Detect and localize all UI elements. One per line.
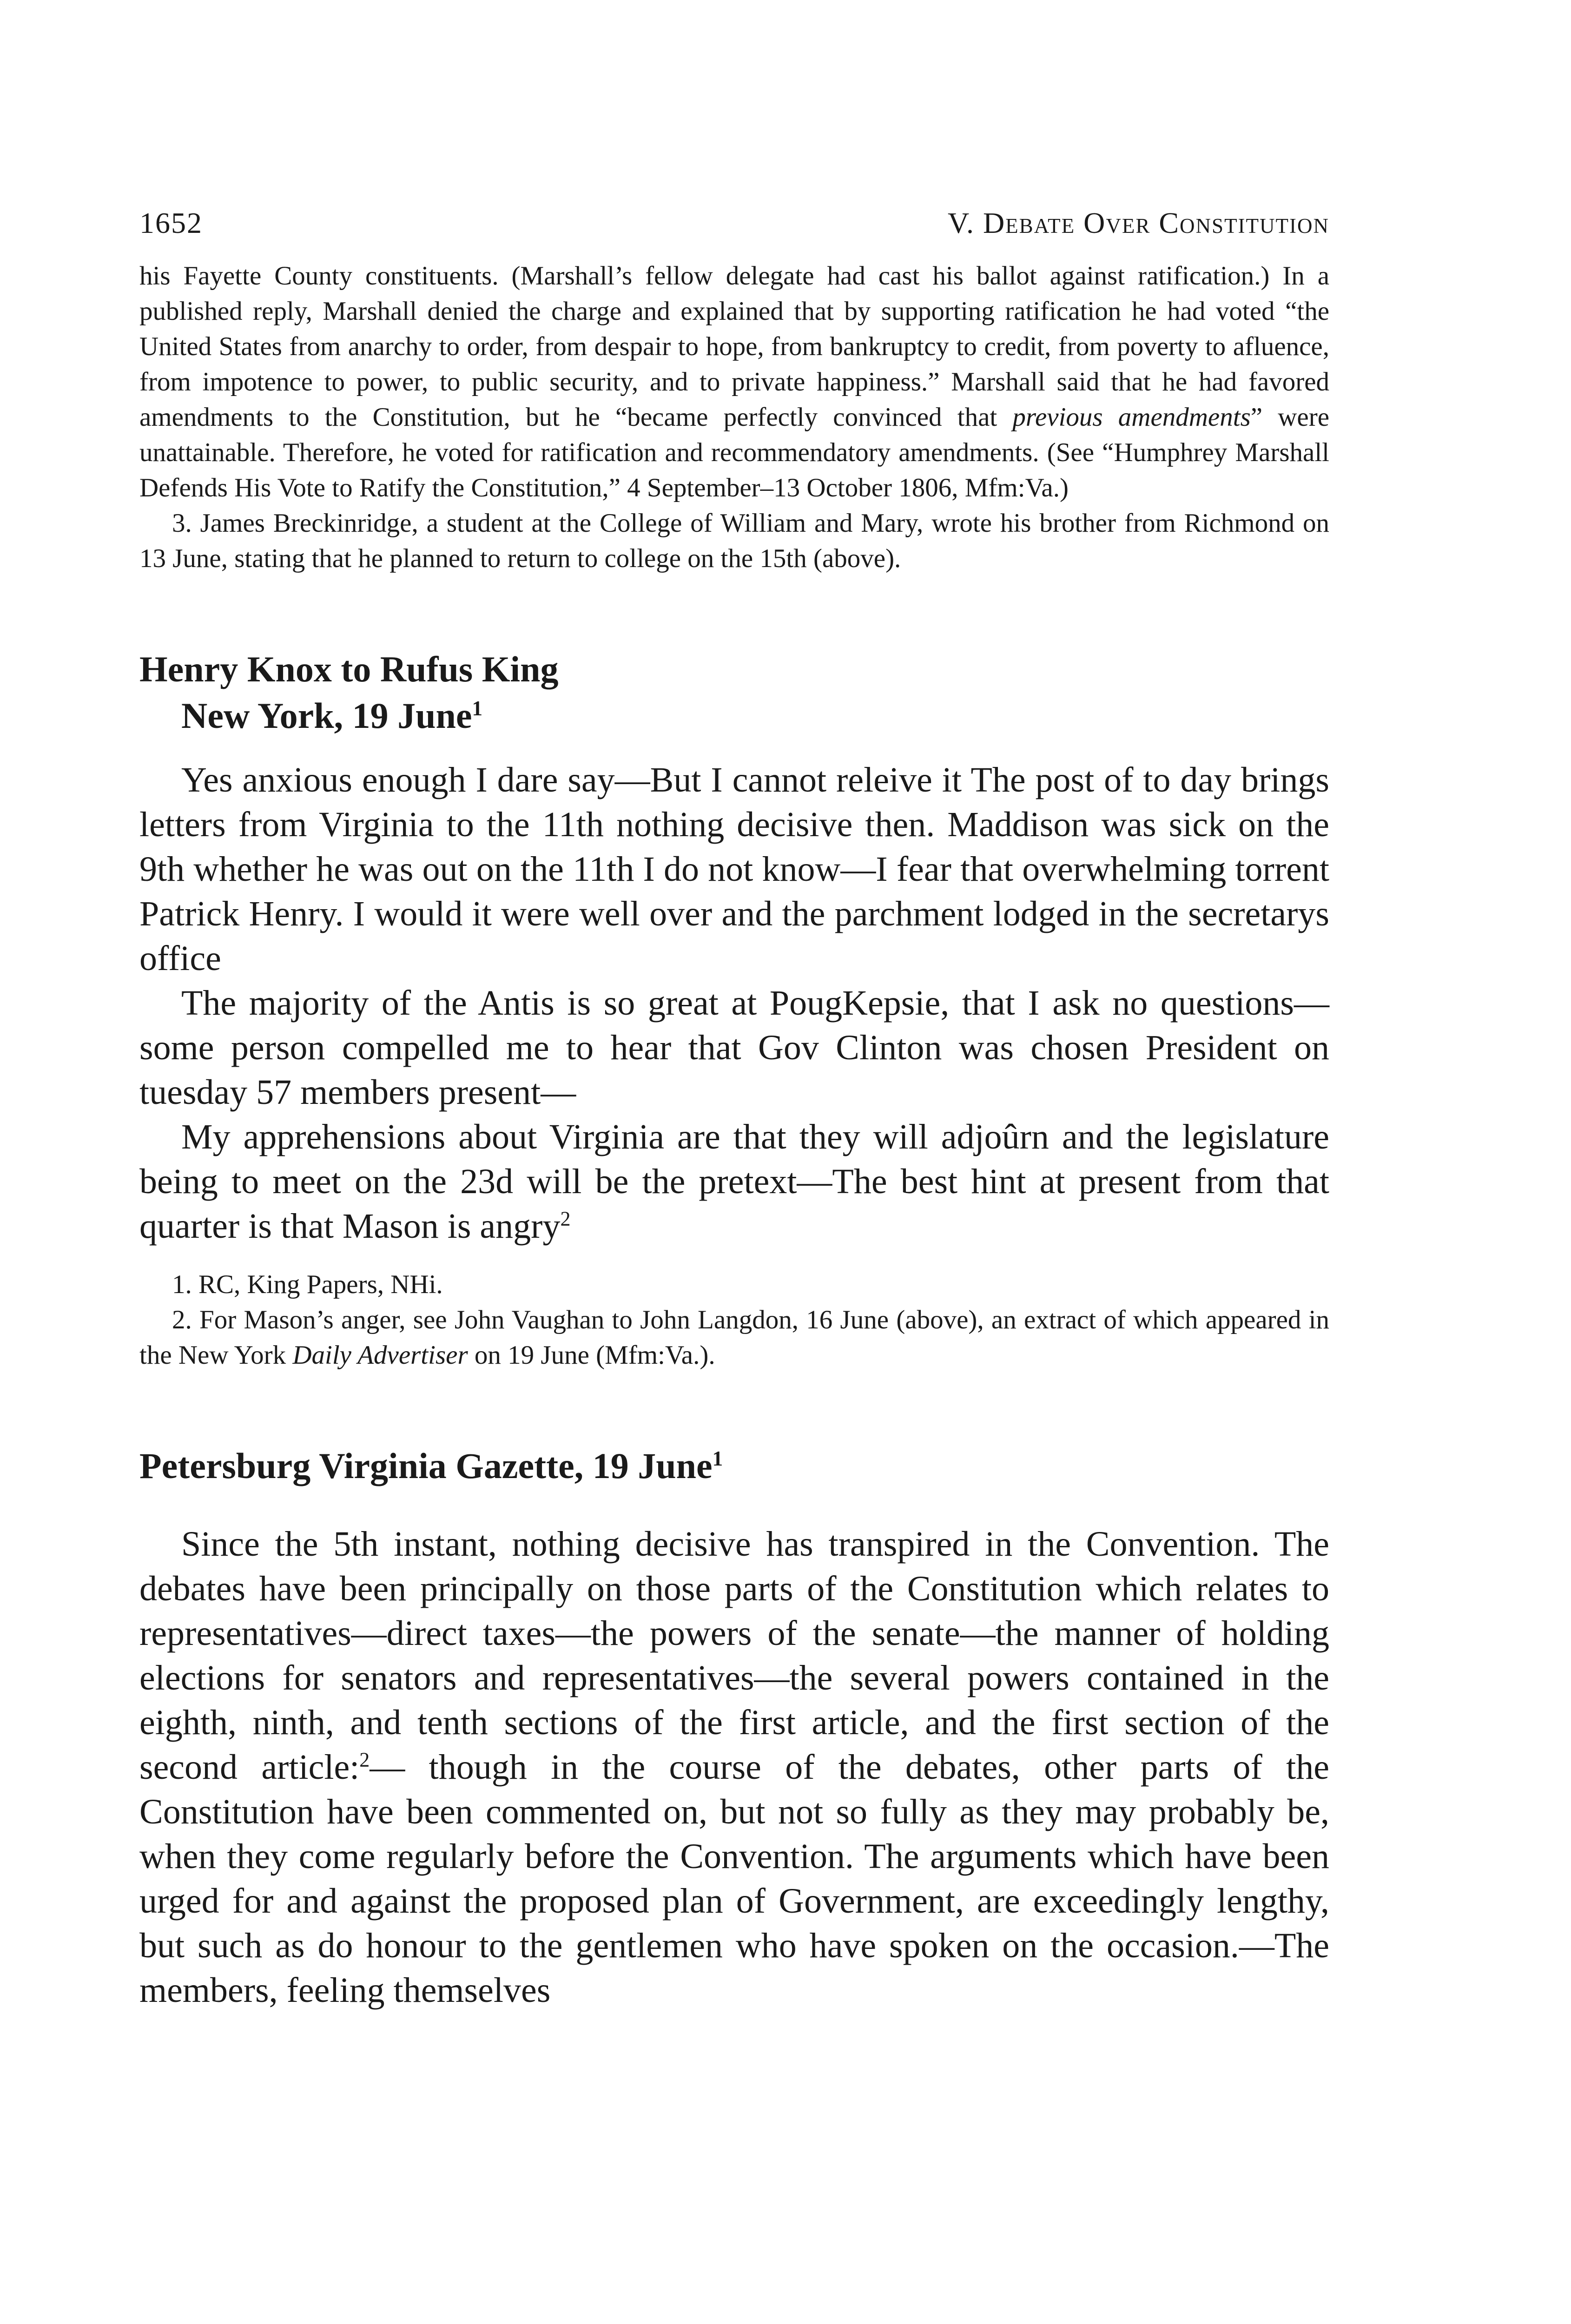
note-2-continued <box>139 258 1329 506</box>
gazette-paragraph-part2: — though in the course of the debates, other parts of the Constitution have been commented on, but not so fully as they may probably be, when they come regularly before the Convention. The arguments which have been urged for and against the proposed plan of Government, are exceedingly lengthy, but such as do honour to the gentlemen who have spoken on the occasion.—The members, feeling themselves <box>139 1748 1329 2010</box>
section-title: V. Debate Over Constitution <box>947 206 1329 239</box>
running-head <box>139 205 1329 242</box>
knox-note-2-italic: Daily Advertiser <box>292 1340 468 1370</box>
note-2-text: his Fayette County constituents. (Marshall’s fellow delegate had cast his ballot against ratification.) In a published reply, Marshall denied the charge and explained that by supporting ratification he had voted “the United States from anarchy to order, from despair to hope, from bankruptcy to credit, from poverty to afluence, from impotence to power, to public security, and to private happiness.” Marshall said that he had favored amendments to the Constitution, but he “became perfectly convinced that <box>139 261 1329 432</box>
gazette-para-note-mark: 2 <box>359 1748 370 1771</box>
gazette-paragraph-part1: Since the 5th instant, nothing decisive has transpired in the Convention. The debates have been principally on those parts of the Constitution which relates to representatives—direct taxes—the powers of the senate—the manner of holding elections for senators and representatives—the several powers contained in the eighth, ninth, and tenth sections of the first article, and the first section of the second article: <box>139 1525 1329 1787</box>
knox-note-2-rest: on 19 June (Mfm:Va.). <box>468 1340 715 1370</box>
note-3: 3. James Breckinridge, a student at the College of William and Mary, wrote his brother from Richmond on 13 June, stating that he planned to return to college on the 15th (above). <box>139 508 1329 573</box>
knox-title-note-mark: 1 <box>472 697 483 720</box>
knox-paragraph-2: The majority of the Antis is so great at PougKepsie, that I ask no questions—some person compelled me to hear that Gov Clinton was chosen President on tuesday 57 members present— <box>139 984 1329 1112</box>
knox-note-2-text: 2. For Mason’s anger, see John Vaughan to John Langdon, 16 June (above), an extract of which appeared in the New York <box>139 1305 1329 1370</box>
knox-letter-dateline <box>139 693 1329 739</box>
note-2-rest: ” were unattainable. Therefore, he voted for ratification and recommendatory amendments. (See “Humphrey Marshall Defends His Vote to Ratify the Constitution,” 4 September–13 October 1806, Mfm:Va.) <box>139 403 1330 502</box>
knox-note-1: 1. RC, King Papers, NHi. <box>172 1270 443 1299</box>
knox-paragraph-3-text: My apprehensions about Virginia are that they will adjoûrn and the legislature being to meet on the 23d will be the pretext—The best hint at present from that quarter is that Mason is angry <box>139 1117 1329 1246</box>
knox-para-note-mark: 2 <box>560 1207 571 1230</box>
knox-dateline-text: New York, 19 June <box>181 695 472 736</box>
note-2-italic: previous amendments <box>1012 403 1251 432</box>
knox-letter-title: Henry Knox to Rufus King <box>139 649 559 689</box>
knox-paragraph-3 <box>139 1115 1329 1248</box>
document-page <box>139 205 1329 2013</box>
knox-paragraph-1: Yes anxious enough I dare say—But I cannot releive it The post of to day brings letters from Virginia to the 11th nothing decisive then. Maddison was sick on the 9th whether he was out on the 11th I do not know—I fear that overwhelming torrent Patrick Henry. I would it were well over and the parchment lodged in the secretarys office <box>139 760 1329 978</box>
gazette-title-note-mark: 1 <box>712 1447 723 1470</box>
gazette-title <box>139 1443 1329 1489</box>
page-number: 1652 <box>139 206 203 239</box>
knox-note-2 <box>139 1302 1329 1373</box>
gazette-paragraph <box>139 1522 1329 2013</box>
gazette-title-text: Petersburg Virginia Gazette, 19 June <box>139 1446 713 1486</box>
